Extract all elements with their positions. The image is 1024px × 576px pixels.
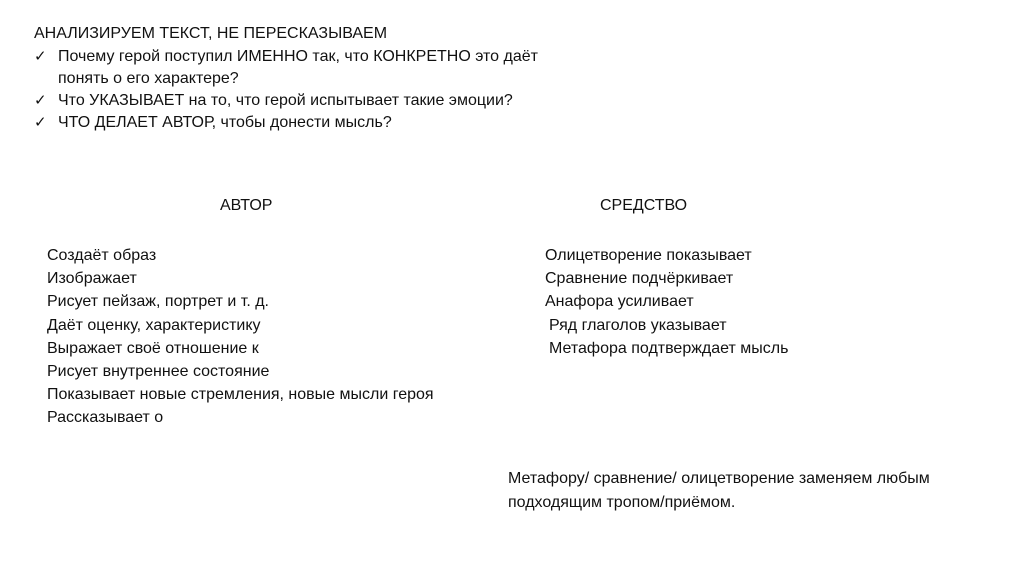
footnote-text: Метафору/ сравнение/ олицетворение заменяем любым подходящим тропом/приёмом. [508, 470, 930, 511]
author-column-title: АВТОР [220, 197, 273, 214]
author-item: Рисует пейзаж, портрет и т. д. [47, 293, 269, 311]
author-item: Рисует внутреннее состояние [47, 363, 270, 381]
means-item: Ряд глаголов указывает [549, 316, 727, 334]
slide-heading: АНАЛИЗИРУЕМ ТЕКСТ, НЕ ПЕРЕСКАЗЫВАЕМ [34, 25, 388, 42]
checklist-item-text: Что УКАЗЫВАЕТ на то, что герой испытывает такие эмоции? [58, 92, 513, 109]
checklist-item [34, 112, 554, 134]
checklist-item-text: ЧТО ДЕЛАЕТ АВТОР, чтобы донести мысль? [58, 114, 392, 131]
means-item: Метафора подтверждает мысль [549, 339, 789, 357]
checklist-item [34, 46, 554, 90]
checkmark-icon: ✓ [34, 114, 47, 131]
means-item: Анафора усиливает [545, 293, 694, 311]
checkmark-icon: ✓ [34, 92, 47, 109]
author-item: Даёт оценку, характеристику [47, 316, 261, 334]
means-column-title: СРЕДСТВО [600, 197, 688, 214]
author-item: Рассказывает о [47, 409, 164, 427]
author-item: Выражает своё отношение к [47, 339, 259, 357]
author-item: Изображает [47, 270, 137, 288]
author-list [47, 244, 434, 430]
author-item: Создаёт образ [47, 247, 157, 264]
checklist-item [34, 90, 554, 112]
checklist-item-text: Почему герой поступил ИМЕННО так, что КОНКРЕТНО это даёт понять о его характере? [58, 48, 538, 87]
means-list [545, 244, 788, 360]
author-item: Показывает новые стремления, новые мысли героя [47, 386, 434, 404]
means-item: Олицетворение показывает [545, 247, 752, 264]
checklist [34, 46, 554, 134]
checkmark-icon: ✓ [34, 48, 47, 65]
means-item: Сравнение подчёркивает [545, 270, 734, 288]
